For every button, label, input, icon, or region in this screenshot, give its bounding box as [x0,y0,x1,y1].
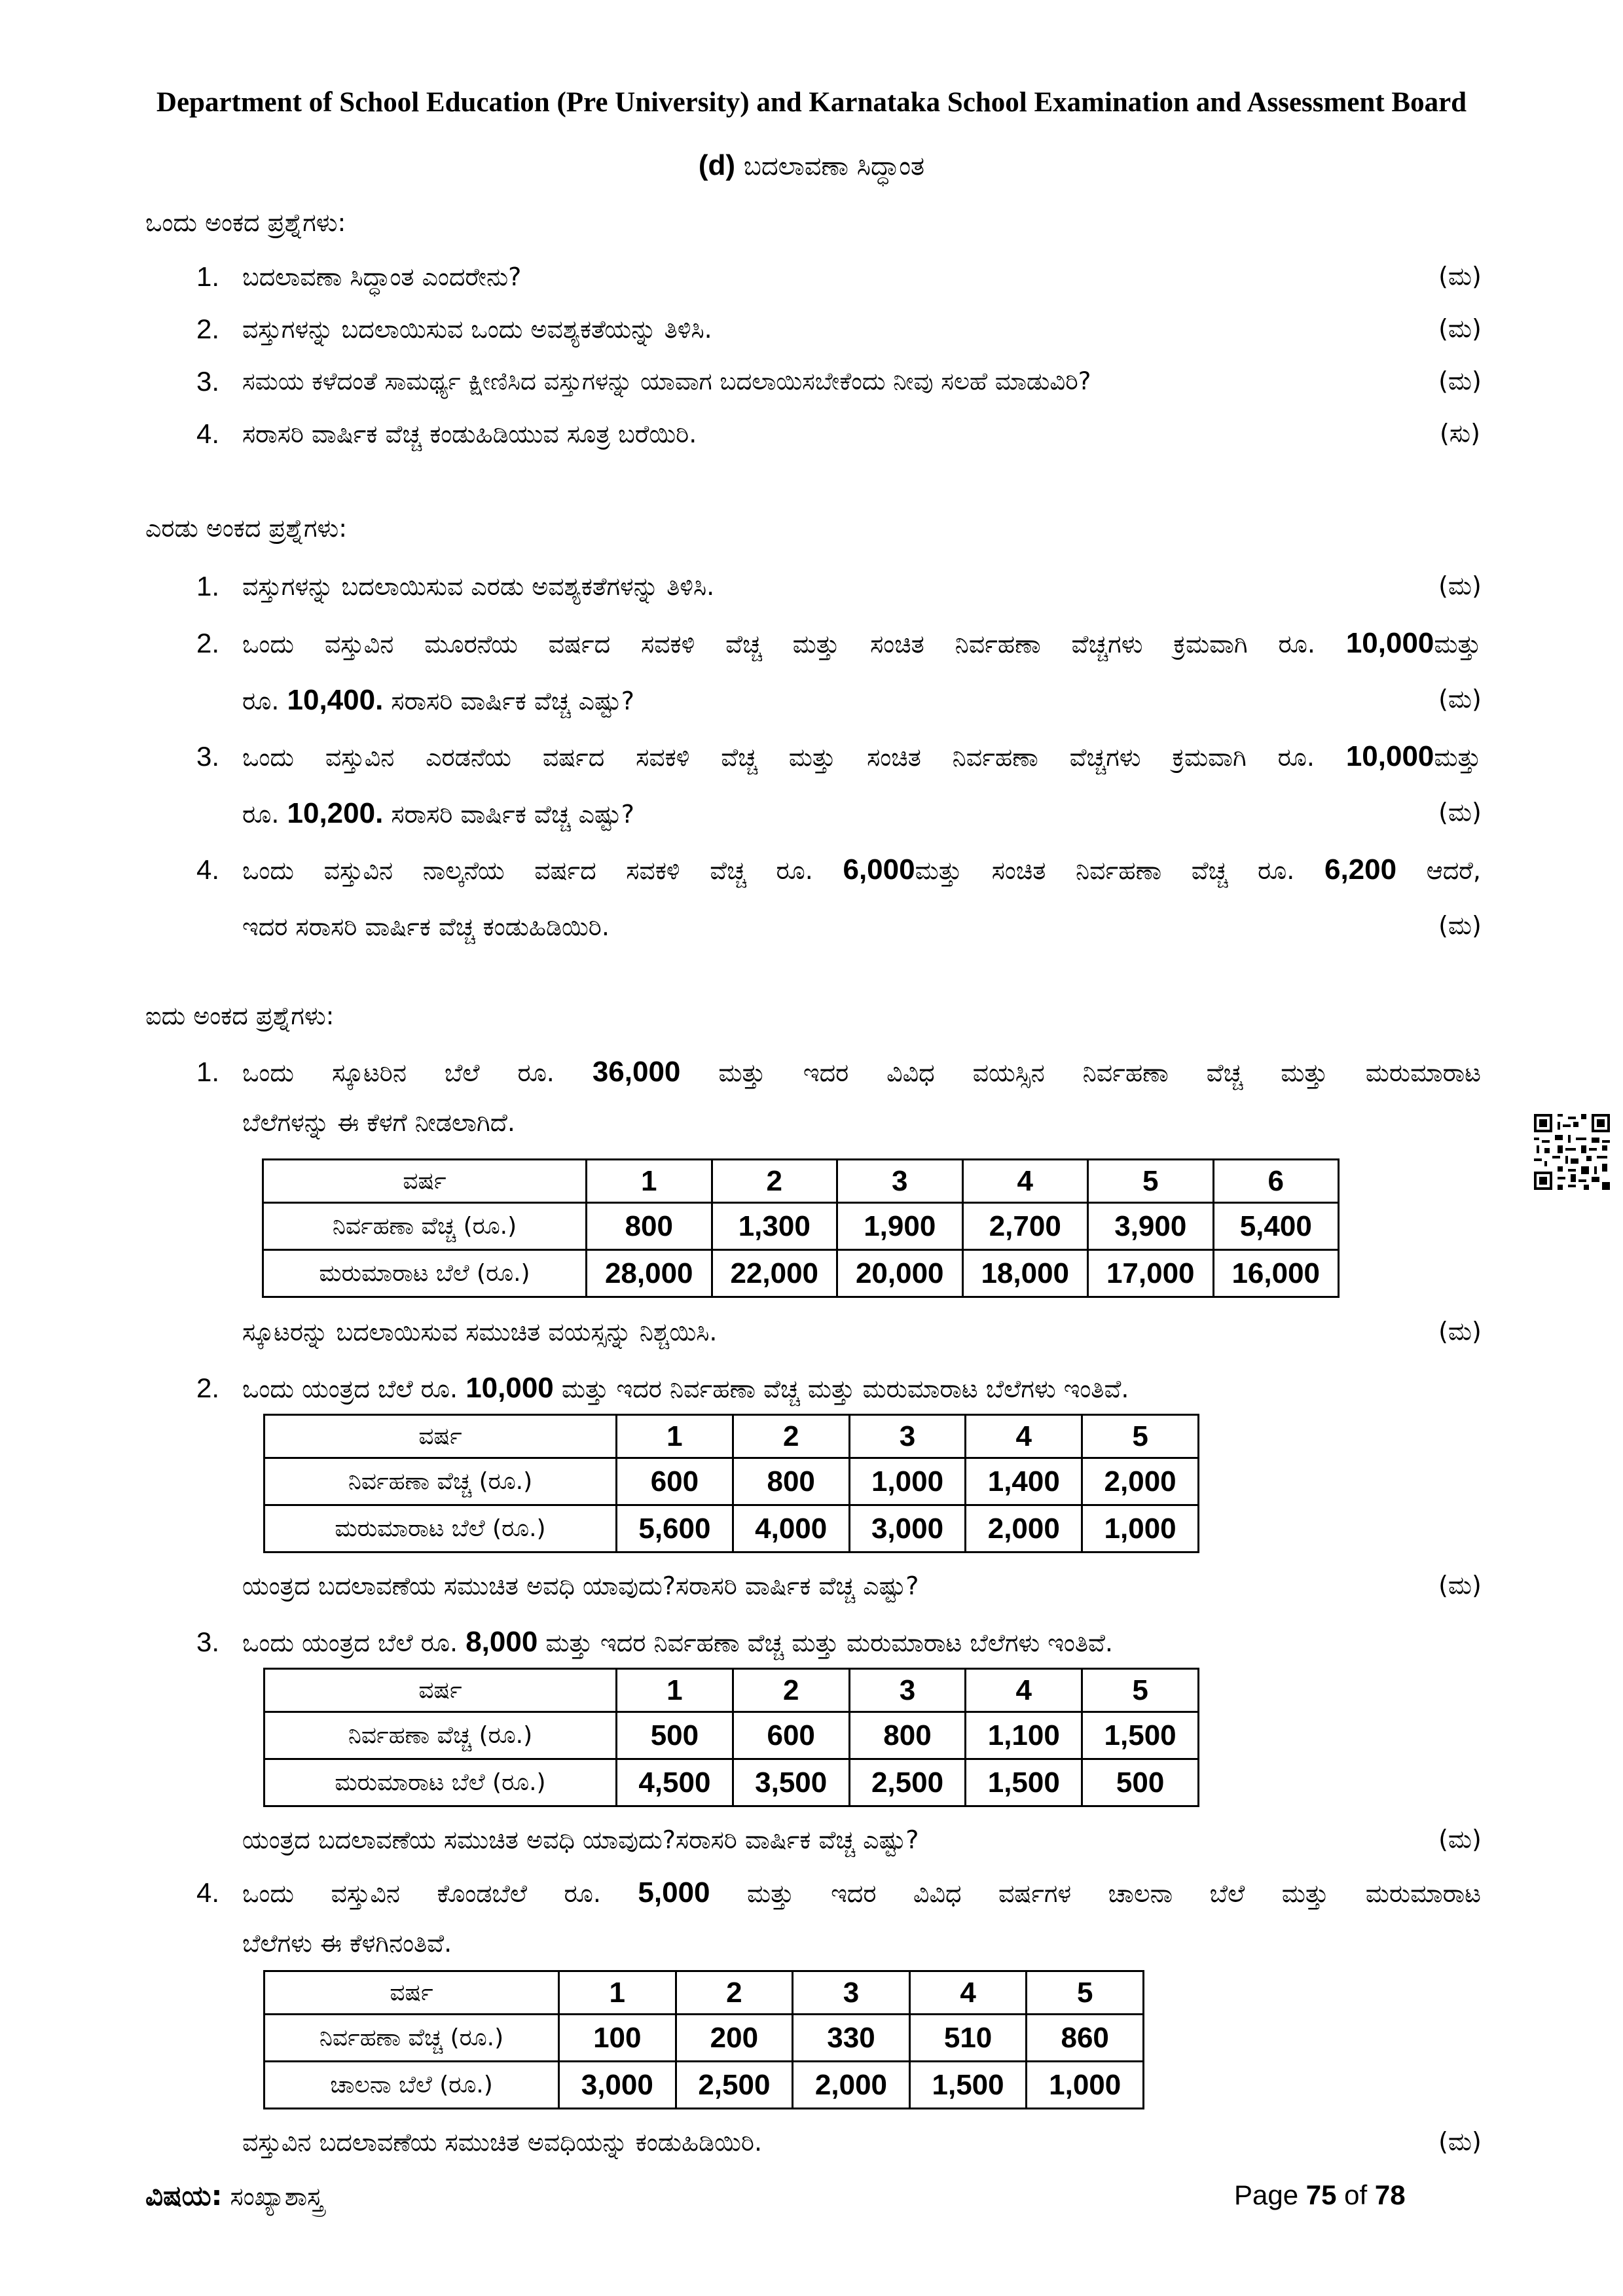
amount: 6,200 [1324,853,1397,886]
row-label: ನಿರ್ವಹಣಾ ವೆಚ್ಚ (ರೂ.) [263,1203,587,1250]
qr-code-icon [1534,1114,1610,1190]
table-cell: 2 [712,1160,837,1203]
table-cell: 16,000 [1213,1250,1339,1297]
table-cell: 4 [962,1160,1088,1203]
question-number: 4. [196,854,220,885]
two-mark-question-2 [196,615,1481,729]
table-row [263,1250,1339,1297]
question-text-line-2: ಬೆಲೆಗಳನ್ನು ಈ ಕೆಳಗೆ ನೀಡಲಾಗಿದೆ. [242,1108,515,1137]
table-cell: 4 [966,1669,1082,1712]
table-cell: 1,100 [966,1712,1082,1759]
table-cell: 1,000 [1082,1505,1199,1552]
text-run: ಒಂದು ಯಂತ್ರದ ಬೆಲೆ ರೂ. [242,1628,466,1657]
question-number: 4. [196,418,220,449]
question-mark: (ಮ) [1438,571,1482,600]
question-number: 2. [196,314,220,344]
one-mark-question-4 [196,406,1481,462]
subject-value: ಸಂಖ್ಯಾಶಾಸ್ತ್ರ [222,2182,323,2211]
question-text: ಸ್ಕೂಟರನ್ನು ಬದಲಾಯಿಸುವ ಸಮುಚಿತ ವಯಸ್ಸನ್ನು ನಿಶ್ಚಯಿಸಿ. [242,1318,718,1346]
text-run: ಮತ್ತು [1434,630,1481,658]
row-label: ಚಾಲನಾ ಬೆಲೆ (ರೂ.) [264,2062,559,2109]
question-mark: (ಮ) [1438,367,1482,395]
one-mark-question-1 [196,249,1481,305]
amount: 5,000 [638,1876,710,1909]
row-label: ನಿರ್ವಹಣಾ ವೆಚ್ಚ (ರೂ.) [264,2015,559,2062]
table-cell: 20,000 [837,1250,963,1297]
five-mark-question-1 [196,1047,1481,1147]
table-body [263,1160,1339,1297]
question-text: ಯಂತ್ರದ ಬದಲಾವಣೆಯ ಸಮುಚಿತ ಅವಧಿ ಯಾವುದು?ಸರಾಸರಿ ವಾರ್ಷಿಕ ವೆಚ್ಚ ಎಷ್ಟು? [242,1825,919,1854]
question-text [242,728,1481,785]
text-run: ಮತ್ತು ಇದರ ವಿವಿಧ ವಯಸ್ಸಿನ ನಿರ್ವಹಣಾ ವೆಚ್ಚ ಮತ್ತು ಮರುಮಾರಾಟ [680,1058,1481,1087]
row-label: ಮರುಮಾರಾಟ ಬೆಲೆ (ರೂ.) [264,1759,617,1806]
machine-table-1 [263,1414,1199,1553]
table-cell: 3,500 [733,1759,849,1806]
table-header-row [263,1160,1339,1203]
text-run: ಸರಾಸರಿ ವಾರ್ಷಿಕ ವೆಚ್ಚ ಎಷ್ಟು? [383,687,634,715]
text-run: ಒಂದು ಸ್ಕೂಟರಿನ ಬೆಲೆ ರೂ. [242,1058,593,1087]
question-text-line-2: ಬೆಲೆಗಳು ಈ ಕೆಳಗಿನಂತಿವೆ. [242,1929,452,1958]
question-mark: (ಮ) [1438,685,1482,713]
table-cell: 1 [617,1669,733,1712]
table-cell: 6 [1213,1160,1339,1203]
amount: 10,000 [465,1372,554,1404]
table-body [264,1415,1199,1552]
page-current: 75 [1305,2179,1337,2210]
table-cell: 2,000 [793,2062,910,2109]
section-letter: (d) [698,149,736,181]
question-mark: (ಮ) [1438,798,1482,827]
table-row [264,2062,1144,2109]
table-cell: 600 [617,1458,733,1505]
text-run: ಸರಾಸರಿ ವಾರ್ಷಿಕ ವೆಚ್ಚ ಎಷ್ಟು? [383,800,634,829]
text-run: ಮತ್ತು ಇದರ ನಿರ್ವಹಣಾ ವೆಚ್ಚ ಮತ್ತು ಮರುಮಾರಾಟ ಬೆಲೆಗಳು ಇಂತಿವೆ. [538,1628,1113,1657]
text-run: ಒಂದು ವಸ್ತುವಿನ ಎರಡನೆಯ ವರ್ಷದ ಸವಕಳಿ ವೆಚ್ಚ ಮತ್ತು ಸಂಚಿತ ನಿರ್ವಹಣಾ ವೆಚ್ಚಗಳು ಕ್ರಮವಾಗಿ ರೂ. [242,743,1346,772]
table-header-row [264,1971,1144,2015]
question-number: 1. [196,1056,220,1087]
table-cell: 200 [676,2015,793,2062]
table-cell: 1,500 [1082,1712,1199,1759]
question-number: 3. [196,366,220,397]
question-text [242,615,1481,672]
question-number: 2. [196,1372,220,1403]
section-name: ಬದಲಾವಣಾ ಸಿದ್ಧಾಂತ [735,151,925,181]
table-cell: 1,300 [712,1203,837,1250]
question-mark: (ಸು) [1440,419,1480,448]
question-text [242,1614,1481,1671]
table-cell: 3,000 [849,1505,966,1552]
table-row [264,1712,1199,1759]
table-cell: 500 [617,1712,733,1759]
five-mark-question-2 [196,1360,1481,1417]
table-cell: 18,000 [962,1250,1088,1297]
row-label: ನಿರ್ವಹಣಾ ವೆಚ್ಚ (ರೂ.) [264,1458,617,1505]
table-cell: 5 [1088,1160,1214,1203]
table-cell: 5,600 [617,1505,733,1552]
text-run: ಮತ್ತು ಸಂಚಿತ ನಿರ್ವಹಣಾ ವೆಚ್ಚ ರೂ. [915,856,1324,885]
page-header: Department of School Education (Pre University) and Karnataka School Examination and Assessment Board [156,87,1467,118]
question-number: 4. [196,1877,220,1908]
table-header-row [264,1669,1199,1712]
two-mark-question-3 [196,728,1481,842]
question-text [242,1360,1481,1417]
five-mark-question-3-ask [196,1812,1481,1868]
table-cell: 4,500 [617,1759,733,1806]
table-cell: 1,500 [909,2062,1027,2109]
question-text-line-2 [242,785,1481,842]
two-mark-question-4 [196,842,1481,955]
question-mark: (ಮ) [1438,1571,1482,1600]
two-mark-question-1 [196,558,1481,615]
page-label: Page [1234,2179,1306,2210]
table-body [264,1669,1199,1806]
question-text [242,842,1481,899]
text-run: ಮತ್ತು [1434,743,1481,772]
table-row [263,1203,1339,1250]
page-of: of [1336,2179,1375,2210]
table-cell: 5,400 [1213,1203,1339,1250]
five-mark-question-3 [196,1614,1481,1671]
one-mark-question-3 [196,353,1481,410]
question-text [242,1868,1481,1918]
table-cell: 28,000 [587,1250,712,1297]
table-cell: 3 [837,1160,963,1203]
table-cell: 3 [793,1971,910,2015]
table-cell: 2,700 [962,1203,1088,1250]
question-number: 1. [196,261,220,292]
machine-table-2 [263,1668,1199,1807]
table-cell: 4,000 [733,1505,849,1552]
five-mark-question-4-ask [196,2114,1481,2170]
table-cell: 2,500 [849,1759,966,1806]
amount: 10,400. [287,684,384,716]
table-cell: 1 [559,1971,676,2015]
question-mark: (ಮ) [1438,314,1482,343]
subject-label: ವಿಷಯ: [145,2179,223,2212]
table-cell: 1,900 [837,1203,963,1250]
table-cell: 330 [793,2015,910,2062]
section-title [0,149,1623,182]
question-mark: (ಮ) [1438,2127,1482,2156]
row-label: ನಿರ್ವಹಣಾ ವೆಚ್ಚ (ರೂ.) [264,1712,617,1759]
text-run: ಆದರೆ, [1396,856,1481,885]
table-cell: 2 [733,1415,849,1458]
table-row [264,2015,1144,2062]
table-cell: 17,000 [1088,1250,1214,1297]
table-cell: 1,000 [849,1458,966,1505]
text-run: ರೂ. [242,800,287,829]
table-cell: 860 [1027,2015,1144,2062]
table-row [264,1759,1199,1806]
question-text: ಸರಾಸರಿ ವಾರ್ಷಿಕ ವೆಚ್ಚ ಕಂಡುಹಿಡಿಯುವ ಸೂತ್ರ ಬರೆಯಿರಿ. [242,420,697,448]
table-cell: 800 [733,1458,849,1505]
text-run: ಒಂದು ವಸ್ತುವಿನ ನಾಲ್ಕನೆಯ ವರ್ಷದ ಸವಕಳಿ ವೆಚ್ಚ ರೂ. [242,856,843,885]
text-run: ಮತ್ತು ಇದರ ನಿರ್ವಹಣಾ ವೆಚ್ಚ ಮತ್ತು ಮರುಮಾರಾಟ ಬೆಲೆಗಳು ಇಂತಿವೆ. [553,1374,1129,1403]
table-cell: 1 [587,1160,712,1203]
table-cell: 2,000 [1082,1458,1199,1505]
amount: 10,000 [1345,627,1434,659]
table-cell: 3,900 [1088,1203,1214,1250]
table-cell: 2,000 [966,1505,1082,1552]
question-text-line-2: ಇದರ ಸರಾಸರಿ ವಾರ್ಷಿಕ ವೆಚ್ಚ ಕಂಡುಹಿಡಿಯಿರಿ. [242,912,610,941]
question-text: ಯಂತ್ರದ ಬದಲಾವಣೆಯ ಸಮುಚಿತ ಅವಧಿ ಯಾವುದು?ಸರಾಸರಿ ವಾರ್ಷಿಕ ವೆಚ್ಚ ಎಷ್ಟು? [242,1571,919,1600]
amount: 10,000 [1345,740,1434,772]
question-number: 1. [196,571,220,601]
table-cell: 3 [849,1415,966,1458]
table-cell: 1 [617,1415,733,1458]
table-cell: 100 [559,2015,676,2062]
question-text: ವಸ್ತುಗಳನ್ನು ಬದಲಾಯಿಸುವ ಒಂದು ಅವಶ್ಯಕತೆಯನ್ನು ತಿಳಿಸಿ. [242,315,712,344]
table-cell: 5 [1027,1971,1144,2015]
question-text: ಬದಲಾವಣಾ ಸಿದ್ಧಾಂತ ಎಂದರೇನು? [242,262,522,291]
row-label: ಮರುಮಾರಾಟ ಬೆಲೆ (ರೂ.) [263,1250,587,1297]
amount: 36,000 [592,1056,681,1088]
one-mark-question-2 [196,301,1481,357]
question-number: 3. [196,1626,220,1657]
table-cell: 600 [733,1712,849,1759]
text-run: ಒಂದು ವಸ್ತುವಿನ ಮೂರನೆಯ ವರ್ಷದ ಸವಕಳಿ ವೆಚ್ಚ ಮತ್ತು ಸಂಚಿತ ನಿರ್ವಹಣಾ ವೆಚ್ಚಗಳು ಕ್ರಮವಾಗಿ ರೂ. [242,630,1346,658]
question-mark: (ಮ) [1438,1317,1482,1346]
table-row [264,1458,1199,1505]
table-cell: 4 [966,1415,1082,1458]
table-cell: 800 [849,1712,966,1759]
amount: 10,200. [287,797,384,829]
table-cell: 2 [733,1669,849,1712]
table-cell: 800 [587,1203,712,1250]
table-cell: 5 [1082,1415,1199,1458]
one-mark-heading: ಒಂದು ಅಂಕದ ಪ್ರಶ್ನೆಗಳು: [145,208,346,237]
table-body [264,1971,1144,2109]
table-cell: 3,000 [559,2062,676,2109]
question-text: ವಸ್ತುಗಳನ್ನು ಬದಲಾಯಿಸುವ ಎರಡು ಅವಶ್ಯಕತೆಗಳನ್ನು ತಿಳಿಸಿ. [242,572,715,601]
row-label: ಮರುಮಾರಾಟ ಬೆಲೆ (ರೂ.) [264,1505,617,1552]
table-cell: 2,500 [676,2062,793,2109]
item-table [263,1970,1144,2109]
table-cell: 22,000 [712,1250,837,1297]
table-cell: 1,400 [966,1458,1082,1505]
scooter-table [262,1158,1340,1298]
table-header-row [264,1415,1199,1458]
text-run: ಮತ್ತು ಇದರ ವಿವಿಧ ವರ್ಷಗಳ ಚಾಲನಾ ಬೆಲೆ ಮತ್ತು ಮರುಮಾರಾಟ [710,1879,1481,1908]
text-run: ರೂ. [242,687,287,715]
page-total: 78 [1374,2179,1406,2210]
table-cell: 4 [909,1971,1027,2015]
row-label: ವರ್ಷ [264,1415,617,1458]
question-number: 3. [196,741,220,772]
table-cell: 500 [1082,1759,1199,1806]
page-number [1234,2179,1406,2211]
five-mark-question-4 [196,1868,1481,1968]
five-mark-heading: ಐದು ಅಂಕದ ಪ್ರಶ್ನೆಗಳು: [145,1001,335,1030]
question-mark: (ಮ) [1438,1825,1482,1854]
footer-subject [145,2179,323,2212]
question-text-line-2 [242,672,1481,729]
table-row [264,1505,1199,1552]
text-run: ಒಂದು ಯಂತ್ರದ ಬೆಲೆ ರೂ. [242,1374,466,1403]
row-label: ವರ್ಷ [264,1669,617,1712]
table-cell: 1,000 [1027,2062,1144,2109]
five-mark-question-2-ask [196,1558,1481,1614]
question-text [242,1047,1481,1098]
table-cell: 510 [909,2015,1027,2062]
question-mark: (ಮ) [1438,911,1482,940]
amount: 6,000 [843,853,915,886]
question-mark: (ಮ) [1438,262,1482,291]
question-text: ವಸ್ತುವಿನ ಬದಲಾವಣೆಯ ಸಮುಚಿತ ಅವಧಿಯನ್ನು ಕಂಡುಹಿಡಿಯಿರಿ. [242,2128,763,2157]
row-label: ವರ್ಷ [264,1971,559,2015]
text-run: ಒಂದು ವಸ್ತುವಿನ ಕೊಂಡಬೆಲೆ ರೂ. [242,1879,638,1908]
question-text: ಸಮಯ ಕಳೆದಂತೆ ಸಾಮರ್ಥ್ಯ ಕ್ಷೀಣಿಸಿದ ವಸ್ತುಗಳನ್ನು ಯಾವಾಗ ಬದಲಾಯಿಸಬೇಕೆಂದು ನೀವು ಸಲಹೆ ಮಾಡುವಿರಿ? [242,367,1091,395]
two-mark-heading: ಎರಡು ಅಂಕದ ಪ್ರಶ್ನೆಗಳು: [145,514,348,543]
table-cell: 5 [1082,1669,1199,1712]
row-label: ವರ್ಷ [263,1160,587,1203]
question-number: 2. [196,628,220,658]
table-cell: 2 [676,1971,793,2015]
table-cell: 3 [849,1669,966,1712]
amount: 8,000 [465,1626,538,1658]
table-cell: 1,500 [966,1759,1082,1806]
five-mark-question-1-ask [196,1304,1481,1360]
